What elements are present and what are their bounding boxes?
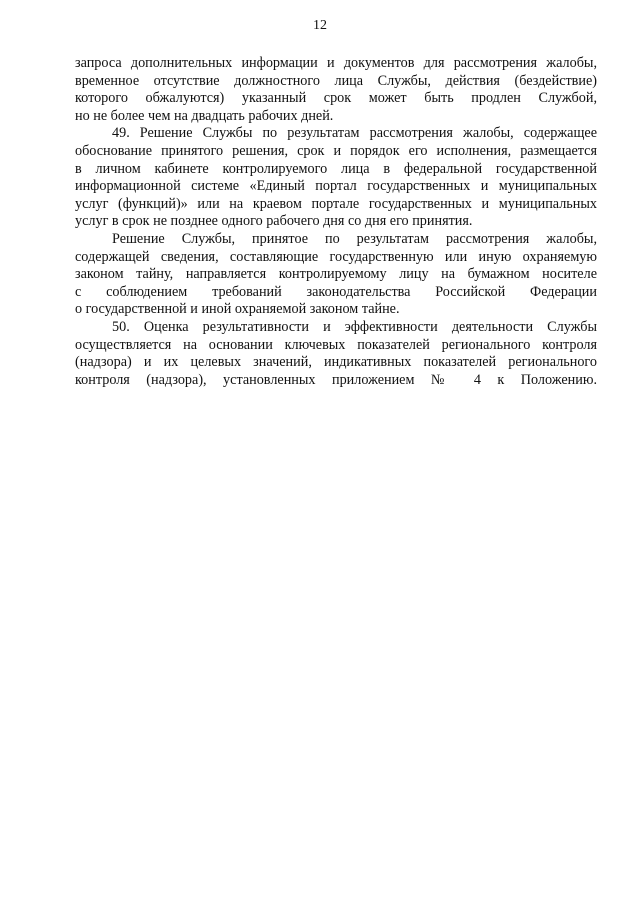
text-line: в личном кабинете контролируемого лица в федеральной государственной (75, 160, 597, 177)
paragraph-50 (75, 319, 597, 389)
paragraph-continuation (75, 55, 597, 125)
text-line: содержащей сведения, составляющие государственную или иную охраняемую (75, 248, 597, 265)
text-line: услуг в срок не позднее одного рабочего дня со дня его принятия. (75, 213, 473, 230)
text-line: которого обжалуются) указанный срок может быть продлен Службой, (75, 90, 597, 107)
text-line: обоснование принятого решения, срок и порядок его исполнения, размещается (75, 142, 597, 159)
page-number: 12 (313, 18, 327, 33)
text-line: контроля (надзора), установленных приложением № 4 к Положению. (75, 371, 597, 388)
text-line: законом тайну, направляется контролируемому лицу на бумажном носителе (75, 266, 597, 283)
text-line: о государственной и иной охраняемой законом тайне. (75, 301, 400, 318)
text-line: временное отсутствие должностного лица Службы, действия (бездействие) (75, 72, 597, 89)
text-line: информационной системе «Единый портал государственных и муниципальных (75, 178, 597, 195)
text-line: с соблюдением требований законодательства Российской Федерации (75, 283, 597, 300)
text-line: услуг (функций)» или на краевом портале государственных и муниципальных (75, 195, 597, 212)
text-line: (надзора) и их целевых значений, индикативных показателей регионального (75, 354, 597, 371)
body-text (75, 55, 597, 389)
text-line: осуществляется на основании ключевых показателей регионального контроля (75, 336, 597, 353)
text-line: Решение Службы, принятое по результатам рассмотрения жалобы, (112, 230, 597, 247)
text-line: запроса дополнительных информации и документов для рассмотрения жалобы, (75, 55, 597, 71)
paragraph-49 (75, 125, 597, 231)
paragraph-decision (75, 231, 597, 319)
text-line: 50. Оценка результативности и эффективности деятельности Службы (112, 318, 597, 335)
text-line: 49. Решение Службы по результатам рассмотрения жалобы, содержащее (112, 125, 597, 142)
text-line: но не более чем на двадцать рабочих дней. (75, 107, 334, 124)
